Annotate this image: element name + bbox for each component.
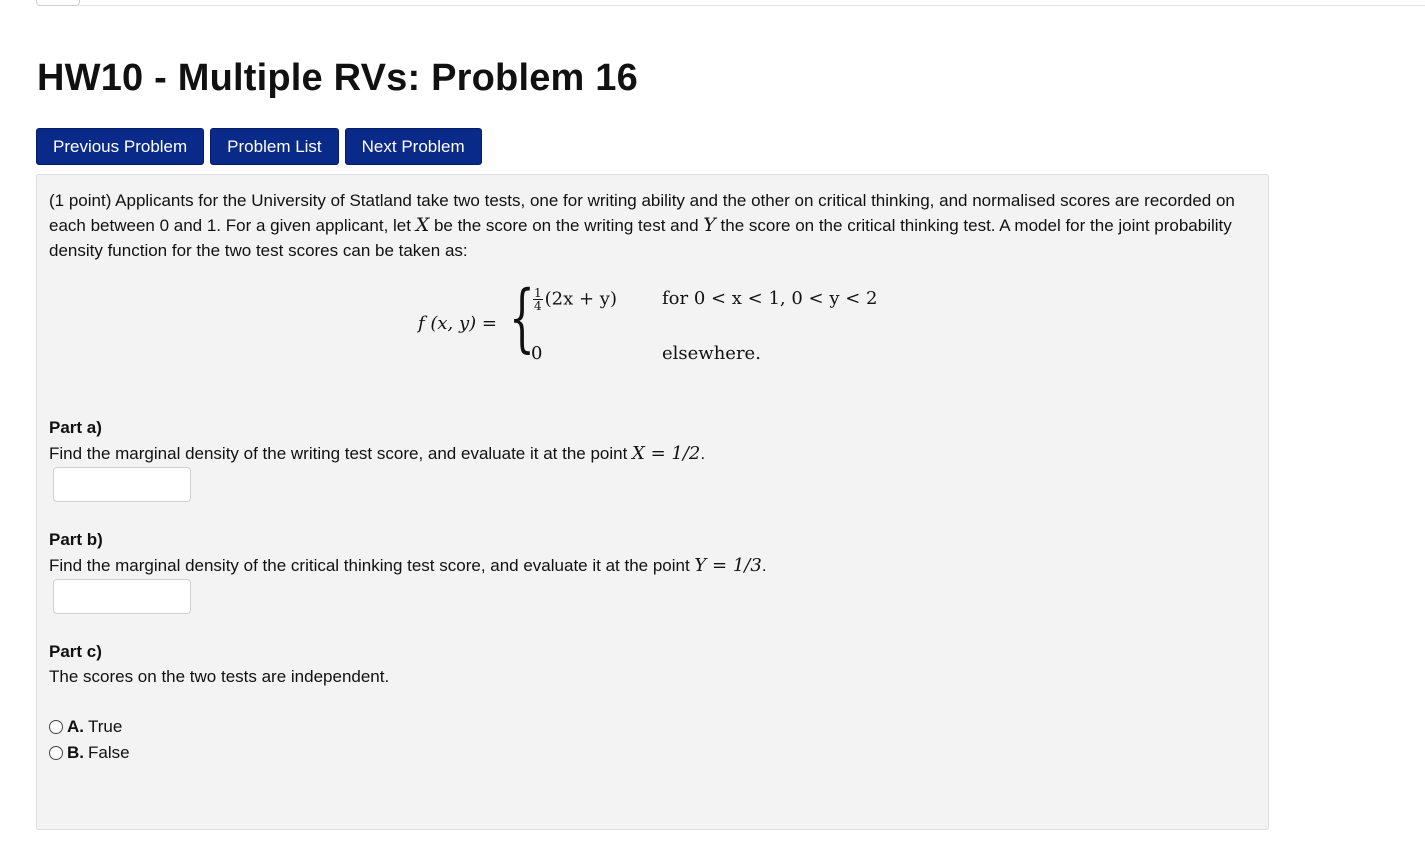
part-a-math: X = 1/2 [632, 443, 701, 464]
fraction-numerator: 1 [534, 286, 542, 300]
option-letter: B. [67, 743, 84, 762]
part-b-math: Y = 1/3 [694, 555, 762, 576]
top-strip [0, 0, 1425, 6]
part-a-label: Part a) [49, 418, 102, 437]
intro-text-2: be the score on the writing test and [429, 216, 704, 235]
intro-text-3: the score on the critical thinking test. A model for the joint probability density function for the two test scores can be taken as: [49, 216, 1232, 260]
previous-problem-button[interactable]: Previous Problem [36, 128, 204, 165]
intro-text-1: (1 point) Applicants for the University of Statland take two tests, one for writing ability and the other on critical thinking, and normalised scores are recorded on each between 0 and 1. For a given applicant, let [49, 191, 1235, 235]
var-y: Y [703, 214, 716, 236]
part-b-label: Part b) [49, 530, 103, 549]
top-divider [78, 5, 1425, 6]
part-b-text [49, 555, 767, 576]
part-c-text: The scores on the two tests are independent. [49, 667, 390, 686]
part-a-question: Find the marginal density of the writing test score, and evaluate it at the point [49, 444, 633, 463]
option-label: False [88, 743, 130, 762]
option-true[interactable] [49, 717, 122, 737]
problem-list-button[interactable]: Problem List [210, 128, 338, 165]
formula-condition-1: for 0 < x < 1, 0 < y < 2 [662, 288, 878, 309]
radio-button-icon[interactable] [49, 720, 63, 734]
fraction [533, 287, 543, 312]
formula-case-1 [533, 287, 617, 312]
var-x: X [415, 214, 430, 236]
part-a-suffix: . [700, 444, 706, 463]
formula-condition-2: elsewhere. [662, 343, 761, 364]
problem-intro [49, 188, 1259, 263]
top-tab[interactable] [36, 0, 80, 6]
next-problem-button[interactable]: Next Problem [345, 128, 482, 165]
part-b-answer-input[interactable] [53, 579, 191, 614]
formula-case-2: 0 [531, 343, 543, 364]
option-label: True [88, 717, 123, 736]
radio-button-icon[interactable] [49, 746, 63, 760]
page-title: HW10 - Multiple RVs: Problem 16 [37, 57, 638, 99]
left-brace-icon: { [509, 275, 535, 361]
part-b-suffix: . [761, 556, 767, 575]
problem-body [36, 174, 1269, 830]
part-a-answer-input[interactable] [53, 467, 191, 502]
formula-lhs: f (x, y) = [418, 313, 497, 334]
option-false[interactable] [49, 743, 130, 763]
part-c-label: Part c) [49, 642, 102, 661]
fraction-denominator: 4 [534, 299, 542, 313]
part-a-text [49, 443, 705, 464]
case-1-expression: (2x + y) [544, 288, 617, 310]
part-b-question: Find the marginal density of the critical thinking test score, and evaluate it at the point [49, 556, 695, 575]
option-letter: A. [67, 717, 84, 736]
problem-nav [36, 128, 482, 165]
